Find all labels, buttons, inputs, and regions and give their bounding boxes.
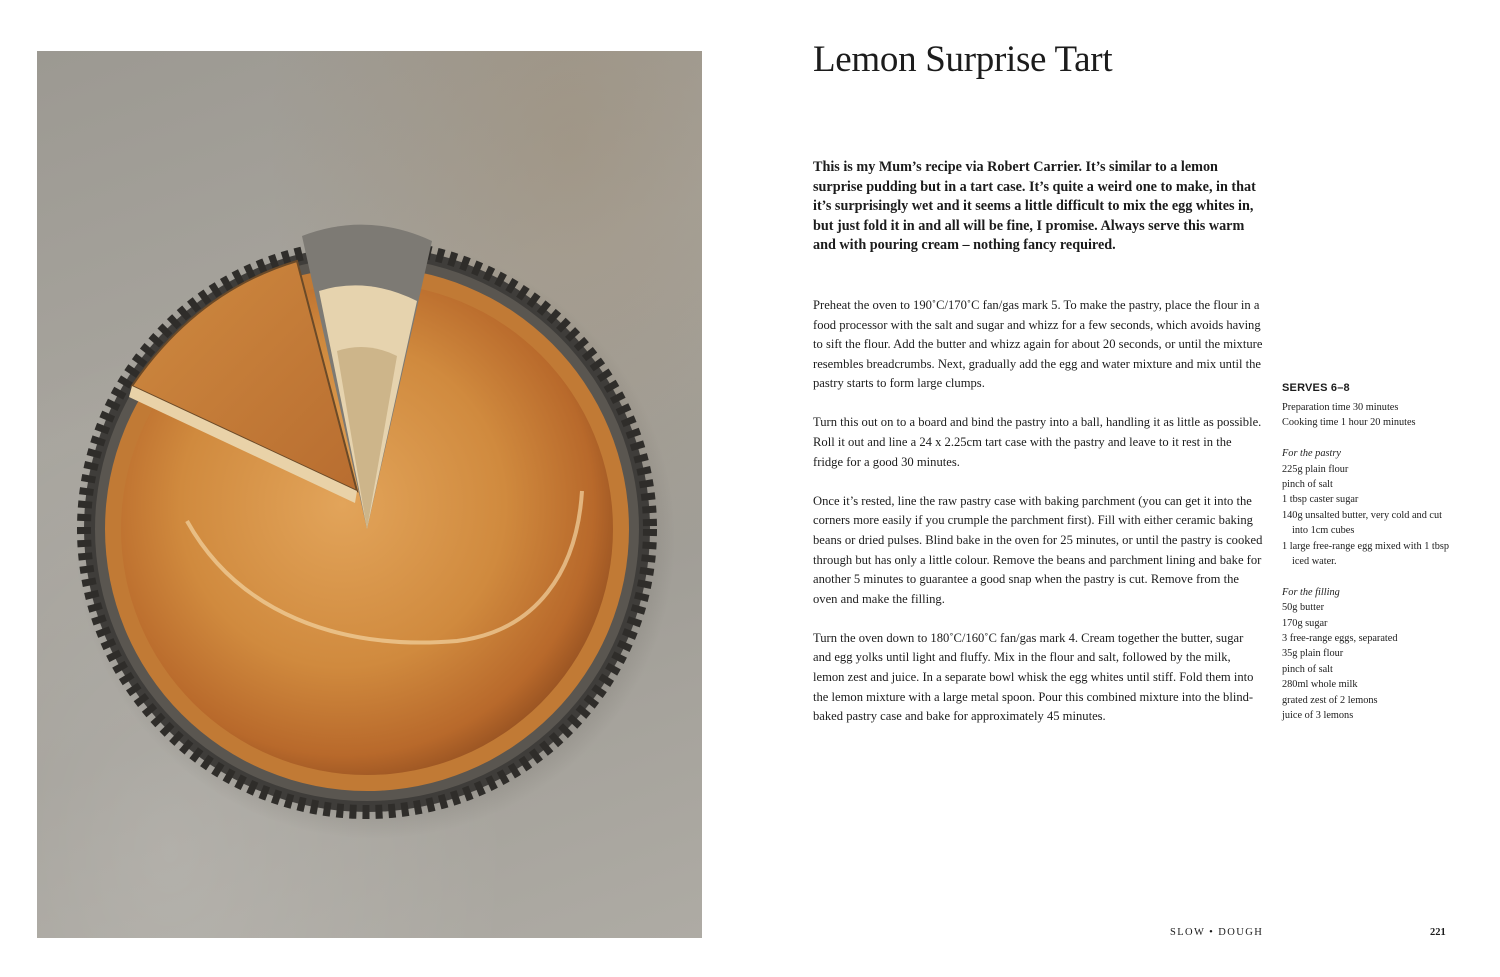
recipe-title: Lemon Surprise Tart	[813, 39, 1113, 80]
spacer	[1282, 431, 1457, 446]
method-step: Turn this out on to a board and bind the pastry into a ball, handling it as little as possible. Roll it out and line a 24 x 2.25cm tart case with the pastry and leave to it rest in the fridge for a good 30 minutes.	[813, 415, 1262, 469]
filling-heading: For the filling	[1282, 586, 1340, 598]
ingredient-item: 35g plain flour	[1282, 648, 1344, 660]
ingredients-sidebar	[1282, 381, 1457, 724]
ingredient-item: 140g unsalted butter, very cold and cut into 1cm cubes	[1282, 509, 1443, 537]
recipe-intro: This is my Mum’s recipe via Robert Carrier. It’s similar to a lemon surprise pudding but in a tart case. It’s quite a weird one to make, in that it’s surprisingly wet and it seems a little difficult to mix the egg whites in, but just fold it in and all will be fine, I promise. Always serve this warm and with pouring cream – nothing fancy required.	[813, 159, 1256, 254]
page-number: 221	[1430, 927, 1446, 938]
ingredient-item: grated zest of 2 lemons	[1282, 694, 1378, 706]
ingredient-item: pinch of salt	[1282, 479, 1333, 491]
ingredient-item: 1 large free-range egg mixed with 1 tbsp iced water.	[1282, 540, 1450, 568]
ingredient-item: 280ml whole milk	[1282, 679, 1358, 691]
method-step: Once it’s rested, line the raw pastry case with baking parchment (you can get it into the corners more easily if you crumple the parchment first). Fill with either ceramic baking beans or dried pulses. Blind bake in the oven for 25 minutes, or until the pastry is cooked through but has only a little colour. Remove the beans and parchment lining and bake for another 5 minutes to guarantee a good snap when the pastry is cut. Remove from the oven and make the filling.	[813, 493, 1263, 606]
method-step: Preheat the oven to 190˚C/170˚C fan/gas mark 5. To make the pastry, place the flour in a food processor with the salt and sugar and whizz for a few seconds, which avoids having to sift the flour. Add the butter and whizz again for about 20 seconds, or until the mixture resembles breadcrumbs. Next, gradually add the egg and water mixture and mix until the pastry starts to form large clumps.	[813, 298, 1263, 391]
tart-photo	[37, 51, 702, 938]
running-footer: SLOW • DOUGH	[1170, 927, 1264, 938]
serves-label: SERVES 6–8	[1282, 382, 1350, 394]
ingredient-item: 3 free-range eggs, separated	[1282, 633, 1398, 645]
recipe-method	[813, 296, 1263, 746]
pastry-heading: For the pastry	[1282, 448, 1341, 460]
ingredient-item: 225g plain flour	[1282, 463, 1349, 475]
cook-time: Cooking time 1 hour 20 minutes	[1282, 417, 1416, 429]
ingredient-item: juice of 3 lemons	[1282, 710, 1354, 722]
ingredient-item: pinch of salt	[1282, 663, 1333, 675]
tart-illustration	[37, 51, 702, 938]
method-step: Turn the oven down to 180˚C/160˚C fan/gas mark 4. Cream together the butter, sugar and egg yolks until light and fluffy. Mix in the flour and salt, followed by the milk, lemon zest and juice. In a separate bowl whisk the egg whites until stiff. Fold them into the lemon mixture with a large metal spoon. Pour this combined mixture into the blind-baked pastry case and bake for approximately 45 minutes.	[813, 630, 1254, 724]
spacer	[1282, 569, 1457, 584]
ingredient-item: 50g butter	[1282, 602, 1325, 614]
ingredient-item: 1 tbsp caster sugar	[1282, 494, 1359, 506]
prep-time: Preparation time 30 minutes	[1282, 402, 1399, 413]
ingredient-item: 170g sugar	[1282, 617, 1328, 629]
